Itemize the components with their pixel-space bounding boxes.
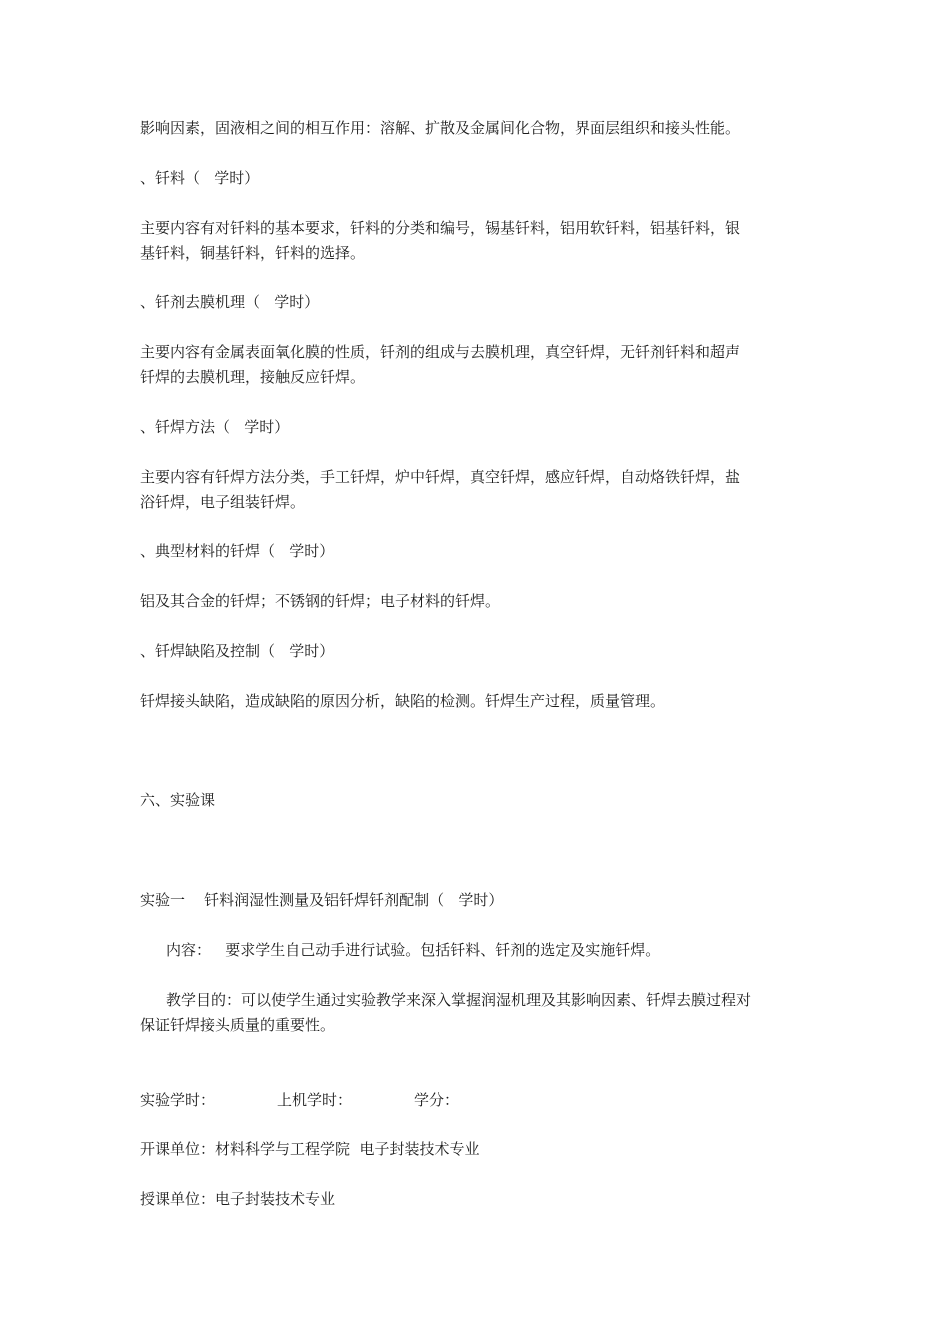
heading-flux-mechanism: 、钎剂去膜机理（ 学时） <box>140 293 320 311</box>
paragraph-flux-content-line1: 主要内容有金属表面氧化膜的性质，钎剂的组成与去膜机理，真空钎焊，无钎剂钎料和超声 <box>140 343 741 361</box>
heading-typical-materials: 、典型材料的钎焊（ 学时） <box>140 542 335 560</box>
paragraph-defects-content: 钎焊接头缺陷，造成缺陷的原因分析，缺陷的检测。钎焊生产过程，质量管理。 <box>140 692 666 710</box>
teaching-goal-line2: 保证钎焊接头质量的重要性。 <box>140 1016 336 1034</box>
paragraph-methods-content-line1: 主要内容有钎焊方法分类，手工钎焊，炉中钎焊，真空钎焊，感应钎焊，自动烙铁钎焊，盐 <box>140 468 741 486</box>
heading-solder-material: 、钎料（ 学时） <box>140 169 260 187</box>
offering-unit: 开课单位：材料科学与工程学院 电子封装技术专业 <box>140 1140 480 1158</box>
paragraph-solder-content-line1: 主要内容有对钎料的基本要求，钎料的分类和编号，锡基钎料，铝用软钎料，铝基钎料，银 <box>140 219 741 237</box>
heading-brazing-methods: 、钎焊方法（ 学时） <box>140 418 290 436</box>
paragraph-typical-materials: 铝及其合金的钎焊；不锈钢的钎焊；电子材料的钎焊。 <box>140 592 501 610</box>
teaching-goal-line1: 教学目的：可以使学生通过实验教学来深入掌握润湿机理及其影响因素、钎焊去膜过程对 <box>166 991 752 1009</box>
hours-credits-line: 实验学时： 上机学时： 学分： <box>140 1091 459 1109</box>
paragraph-flux-content-line2: 钎焊的去膜机理，接触反应钎焊。 <box>140 368 366 386</box>
paragraph-influence-factors: 影响因素，固液相之间的相互作用：溶解、扩散及金属间化合物，界面层组织和接头性能。 <box>140 119 741 137</box>
heading-defects-control: 、钎焊缺陷及控制（ 学时） <box>140 642 335 660</box>
teaching-unit: 授课单位：电子封装技术专业 <box>140 1190 336 1208</box>
experiment-content: 内容： 要求学生自己动手进行试验。包括钎料、钎剂的选定及实施钎焊。 <box>166 941 661 959</box>
paragraph-solder-content-line2: 基钎料，铜基钎料，钎料的选择。 <box>140 244 366 262</box>
experiment-one-title: 实验一 钎料润湿性测量及铝钎焊钎剂配制（ 学时） <box>140 891 504 909</box>
paragraph-methods-content-line2: 浴钎焊，电子组装钎焊。 <box>140 493 306 511</box>
section-heading-experiments: 六、实验课 <box>140 791 216 809</box>
